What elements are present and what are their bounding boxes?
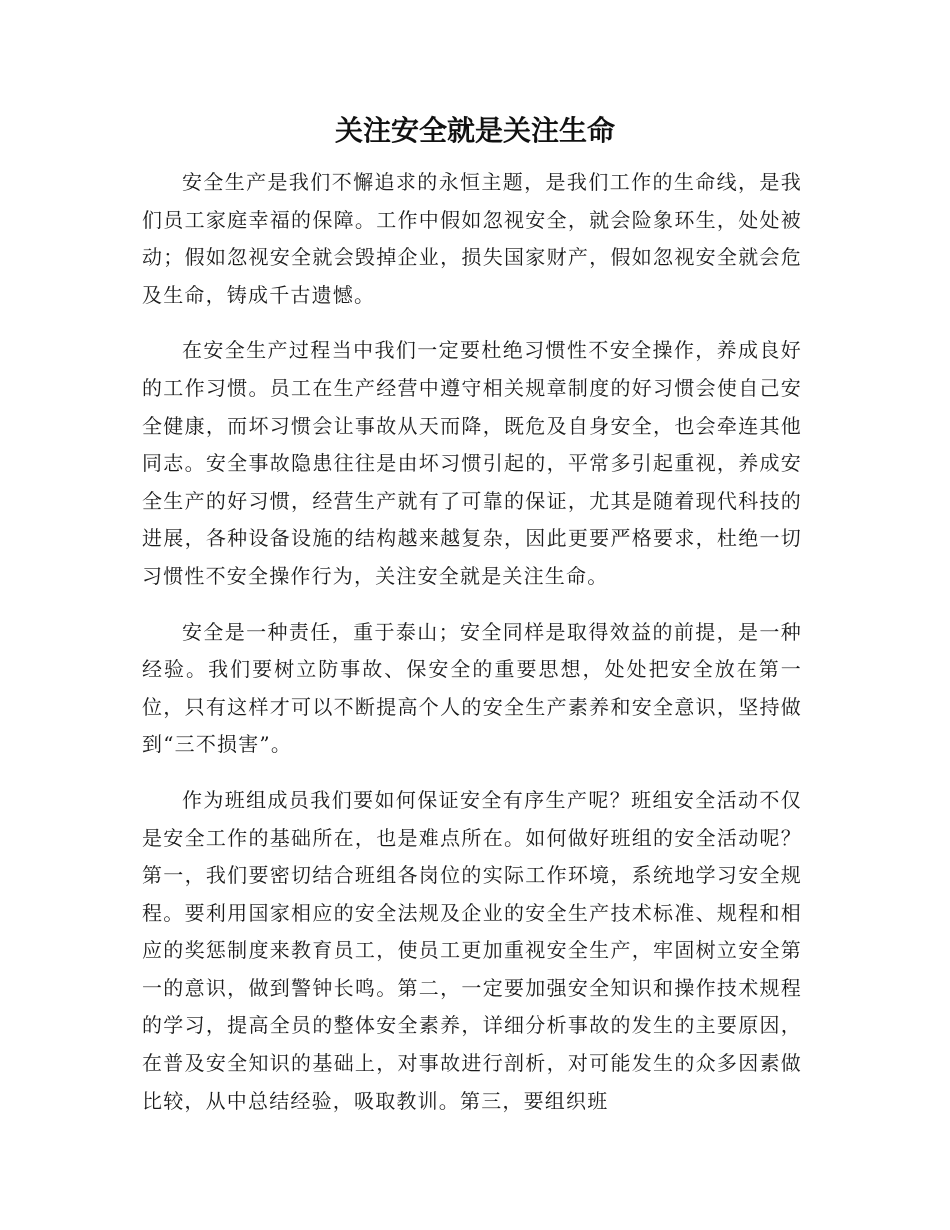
paragraph-2: 在安全生产过程当中我们一定要杜绝习惯性不安全操作，养成良好的工作习惯。员工在生产经营中遵守相关规章制度的好习惯会使自己安全健康，而坏习惯会让事故从天而降，既危及自身安全，也会牵连其他同志。安全事故隐患往往是由坏习惯引起的，平常多引起重视，养成安全生产的好习惯，经营生产就有了可靠的保证，尤其是随着现代科技的进展，各种设备设施的结构越来越复杂，因此更要严格要求，杜绝一切习惯性不安全操作行为，关注安全就是关注生命。 [142, 338, 802, 588]
paragraph-4: 作为班组成员我们要如何保证安全有序生产呢？班组安全活动不仅是安全工作的基础所在，也是难点所在。如何做好班组的安全活动呢？第一，我们要密切结合班组各岗位的实际工作环境，系统地学习安全规程。要利用国家相应的安全法规及企业的安全生产技术标准、规程和相应的奖惩制度来教育员工，使员工更加重视安全生产，牢固树立安全第一的意识，做到警钟长鸣。第二，一定要加强安全知识和操作技术规程的学习，提高全员的整体安全素养，详细分析事故的发生的主要原因，在普及安全知识的基础上，对事故进行剖析，对可能发生的众多因素做比较，从中总结经验，吸取教训。第三，要组织班 [142, 787, 802, 1113]
paragraph-1: 安全生产是我们不懈追求的永恒主题，是我们工作的生命线，是我们员工家庭幸福的保障。工作中假如忽视安全，就会险象环生，处处被动；假如忽视安全就会毁掉企业，损失国家财产，假如忽视安全就会危及生命，铸成千古遗憾。 [142, 170, 802, 307]
document-title: 关注安全就是关注生命 [334, 114, 615, 147]
paragraph-3: 安全是一种责任，重于泰山；安全同样是取得效益的前提，是一种经验。我们要树立防事故、保安全的重要思想，处处把安全放在第一位，只有这样才可以不断提高个人的安全生产素养和安全意识，坚持做到“三不损害”。 [142, 619, 802, 757]
document-body [142, 164, 802, 1138]
